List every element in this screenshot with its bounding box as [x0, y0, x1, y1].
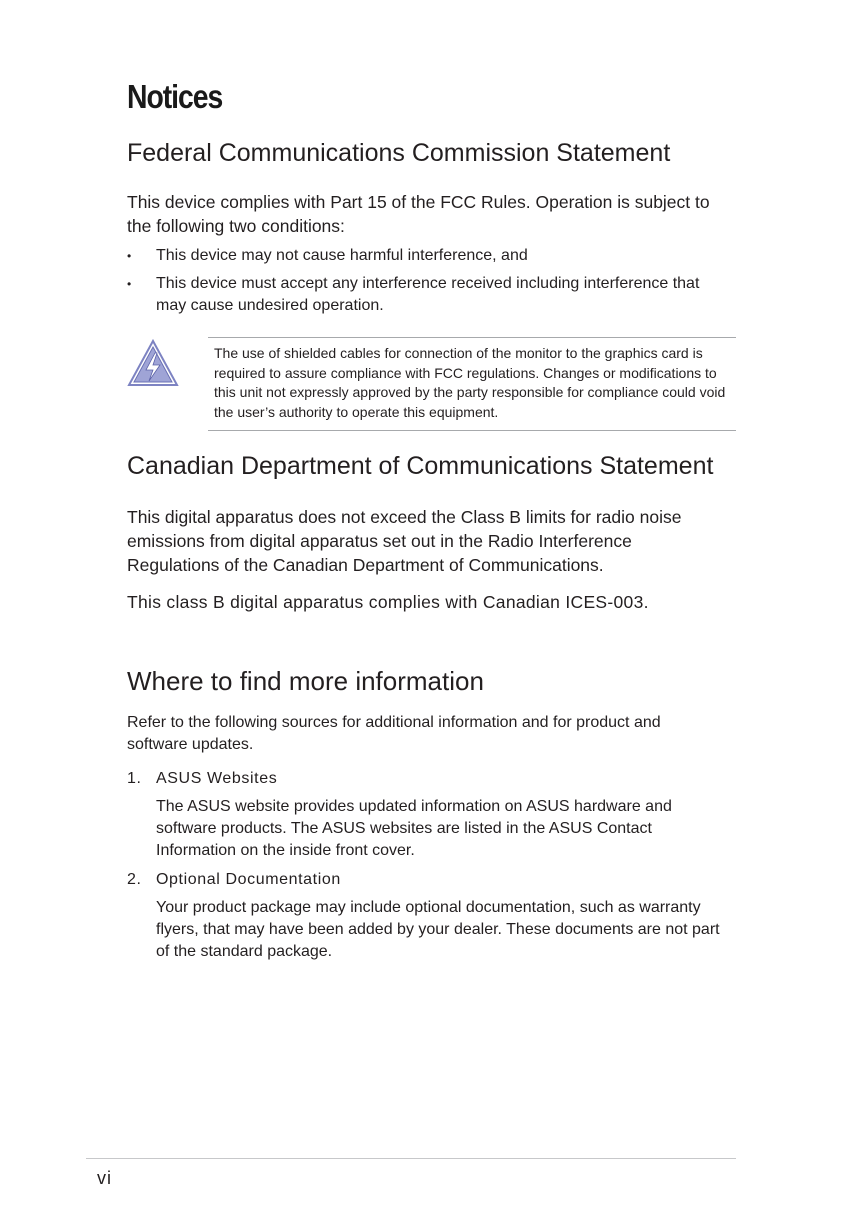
list-item-2-number: 2. — [127, 871, 142, 888]
warning-lightning-icon — [126, 338, 180, 388]
more-info-intro: Refer to the following sources for additional information and for product and software updates. — [127, 714, 661, 753]
list-item-1-number: 1. — [127, 770, 142, 787]
page-number: vi — [97, 1168, 112, 1188]
list-item-2-body: Your product package may include optional documentation, such as warranty flyers, that may have been added by your dealer. These documents are not part of the standard package. — [156, 899, 720, 960]
fcc-heading: Federal Communications Commission Statement — [127, 139, 671, 167]
canada-paragraph-1: This digital apparatus does not exceed the Class B limits for radio noise emissions from digital apparatus set out in the Radio Interference Regulations of the Canadian Department of Communications. — [127, 507, 682, 575]
more-info-heading: Where to find more information — [127, 666, 484, 696]
fcc-note-text: The use of shielded cables for connection of the monitor to the graphics card is required to assure compliance with FCC regulations. Changes or modifications to this unit not expressly approved by the party responsible for compliance could void the user’s authority to operate this equipment. — [214, 345, 726, 420]
list-item-2-label: Optional Documentation — [156, 871, 341, 888]
page-title: Notices — [127, 78, 223, 115]
bullet-text: This device may not cause harmful interference, and — [156, 247, 528, 264]
footer-divider — [86, 1158, 736, 1159]
bullet-text: This device must accept any interference received including interference that may cause undesired operation. — [156, 275, 700, 314]
note-box — [208, 337, 736, 431]
list-item-1-label: ASUS Websites — [156, 770, 278, 787]
bullet-marker: • — [127, 249, 132, 263]
fcc-bullet-1 — [127, 245, 737, 267]
canada-heading: Canadian Department of Communications Statement — [127, 452, 714, 480]
bullet-marker: • — [127, 277, 132, 291]
canada-paragraph-2: This class B digital apparatus complies with Canadian ICES-003. — [127, 592, 649, 612]
list-item-1-body: The ASUS website provides updated information on ASUS hardware and software products. The ASUS websites are listed in the ASUS Contact Information on the inside front cover. — [156, 798, 672, 859]
fcc-bullet-2 — [127, 273, 737, 317]
fcc-intro: This device complies with Part 15 of the FCC Rules. Operation is subject to the following two conditions: — [127, 192, 710, 236]
